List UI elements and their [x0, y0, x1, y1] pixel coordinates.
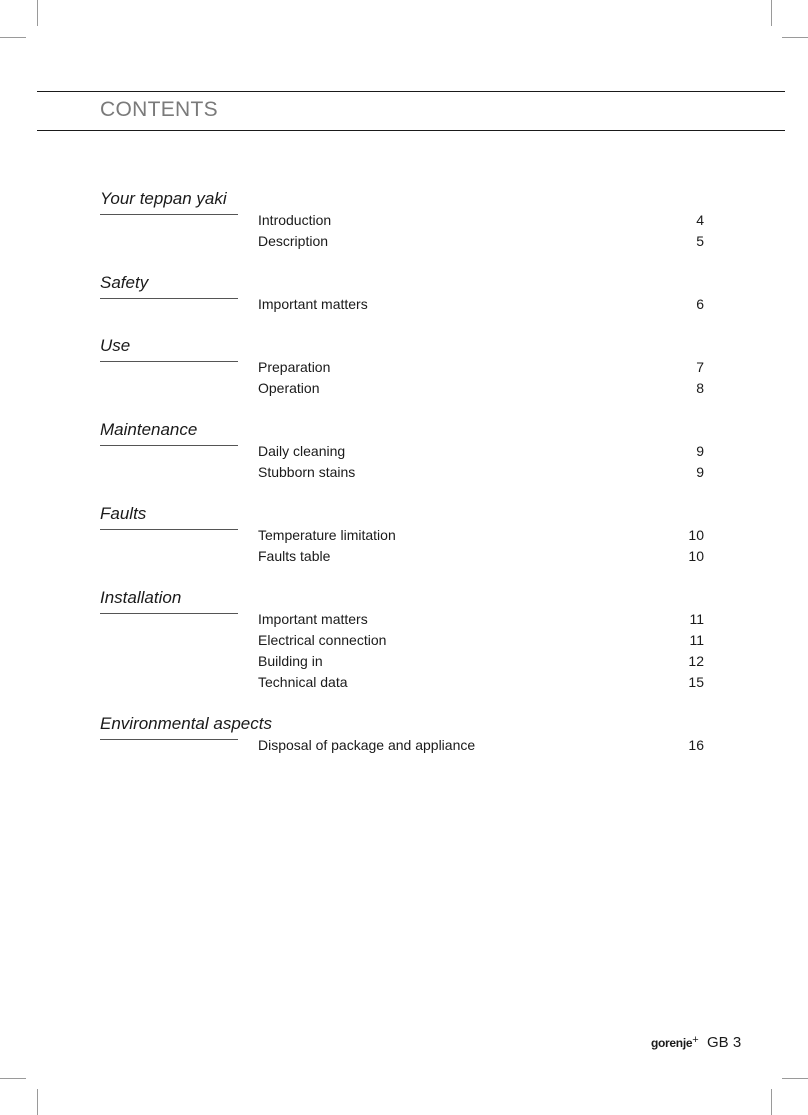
section-heading: Safety: [100, 273, 149, 292]
entry-title: Building in: [258, 653, 323, 669]
toc-entry-stubborn-stains[interactable]: [258, 462, 704, 483]
toc-entry-temperature-limitation[interactable]: [258, 525, 704, 546]
entry-page-number: 10: [688, 527, 704, 543]
entry-page-number: 16: [688, 737, 704, 753]
section-heading: Environmental aspects: [100, 714, 272, 733]
section-heading: Faults: [100, 504, 147, 523]
toc-entry-installation-important-matters[interactable]: [258, 609, 704, 630]
crop-mark-top-right-horizontal: [782, 37, 808, 38]
section-heading: Installation: [100, 588, 182, 607]
entry-page-number: 15: [688, 674, 704, 690]
entry-title: Disposal of package and appliance: [258, 737, 476, 753]
entry-page-number: 11: [689, 632, 704, 648]
section-heading: Your teppan yaki: [100, 189, 227, 208]
entry-page-number: 11: [689, 611, 704, 627]
brand-logo: [651, 1036, 698, 1050]
header-bottom-rule: [37, 130, 785, 131]
brand-plus-mark: +: [692, 1034, 699, 1046]
section-underline: [100, 298, 238, 299]
section-underline: [100, 739, 238, 740]
entry-page-number: 5: [696, 233, 704, 249]
entry-page-number: 9: [696, 443, 704, 459]
entry-title: Temperature limitation: [258, 527, 396, 543]
toc-entry-technical-data[interactable]: [258, 672, 704, 693]
section-underline: [100, 361, 238, 362]
entry-title: Description: [258, 233, 329, 249]
crop-mark-top-right-vertical: [771, 0, 772, 26]
toc-entry-operation[interactable]: [258, 378, 704, 399]
toc-entry-faults-table[interactable]: [258, 546, 704, 567]
entry-title: Important matters: [258, 296, 368, 312]
entry-page-number: 10: [688, 548, 704, 564]
entry-title: Daily cleaning: [258, 443, 346, 459]
toc-entry-description[interactable]: [258, 231, 704, 252]
brand-name: gorenje: [651, 1036, 693, 1050]
section-underline: [100, 214, 238, 215]
entry-title: Faults table: [258, 548, 331, 564]
toc-entry-important-matters[interactable]: [258, 294, 704, 315]
entry-title: Introduction: [258, 212, 332, 228]
toc-entry-daily-cleaning[interactable]: [258, 441, 704, 462]
toc-entry-electrical-connection[interactable]: [258, 630, 704, 651]
entry-title: Important matters: [258, 611, 368, 627]
entry-page-number: 4: [696, 212, 704, 228]
entry-title: Technical data: [258, 674, 348, 690]
crop-mark-bottom-right-horizontal: [782, 1078, 808, 1079]
entry-page-number: 9: [696, 464, 704, 480]
page-title: CONTENTS: [100, 98, 218, 121]
entry-title: Electrical connection: [258, 632, 387, 648]
section-underline: [100, 529, 238, 530]
toc-entry-preparation[interactable]: [258, 357, 704, 378]
toc-entry-building-in[interactable]: [258, 651, 704, 672]
section-underline: [100, 445, 238, 446]
entry-title: Stubborn stains: [258, 464, 356, 480]
toc-entry-introduction[interactable]: [258, 210, 704, 231]
crop-mark-bottom-right-vertical: [771, 1089, 772, 1115]
entry-page-number: 12: [688, 653, 704, 669]
crop-mark-bottom-left-vertical: [37, 1089, 38, 1115]
crop-mark-bottom-left-horizontal: [0, 1078, 26, 1079]
entry-title: Operation: [258, 380, 320, 396]
header-top-rule: [37, 91, 785, 92]
page-number-label: GB 3: [707, 1034, 742, 1051]
section-heading: Maintenance: [100, 420, 198, 439]
entry-page-number: 8: [696, 380, 704, 396]
section-heading: Use: [100, 336, 131, 355]
toc-entry-disposal[interactable]: [258, 735, 704, 756]
crop-mark-top-left-vertical: [37, 0, 38, 26]
crop-mark-top-left-horizontal: [0, 37, 26, 38]
entry-title: Preparation: [258, 359, 331, 375]
entry-page-number: 6: [696, 296, 704, 312]
section-underline: [100, 613, 238, 614]
entry-page-number: 7: [696, 359, 704, 375]
